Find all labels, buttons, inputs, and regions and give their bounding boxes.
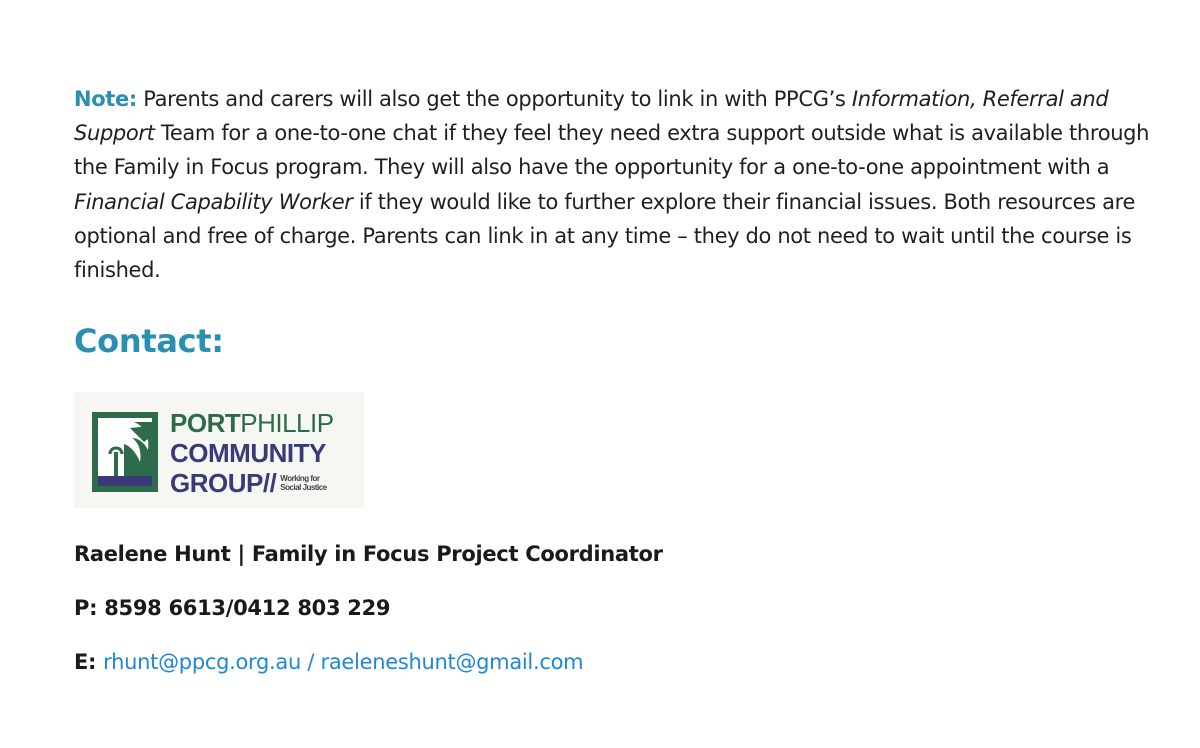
note-paragraph — [74, 82, 1169, 287]
note-text-2: Team for a one-to-one chat if they feel they need extra support outside what is available through the Family in Focus program. They will also have the opportunity for a one-to-one appointment with a — [74, 121, 1150, 180]
note-text-1: Parents and carers will also get the opportunity to link in with PPCG’s — [136, 87, 852, 111]
note-text-3: if they would like to further explore their financial issues. Both resources are optional and free of charge. Parents can link in at any time – they do not need to wait until the course is finished. — [74, 189, 1136, 283]
email-link-ppcg[interactable]: rhunt@ppcg.org.au — [103, 650, 301, 674]
contact-phone-line: P: 8598 6613/0412 803 229 — [74, 596, 391, 620]
ppcg-logo-emblem-icon — [74, 392, 164, 508]
email-link-gmail[interactable]: raeleneshunt@gmail.com — [320, 650, 584, 674]
email-separator: / — [301, 650, 321, 674]
logo-word-community: COMMUNITY — [170, 438, 326, 468]
email-prefix: E: — [74, 650, 104, 674]
logo-word-port: PORT — [170, 408, 241, 438]
contact-heading: Contact: — [74, 322, 224, 360]
logo-word-phillip: PHILLIP — [240, 408, 334, 438]
note-label: Note: — [74, 87, 137, 111]
ppcg-logo — [74, 392, 364, 508]
logo-tagline: Working for Social Justice — [280, 474, 327, 492]
logo-wordmark — [170, 408, 340, 498]
contact-name-line: Raelene Hunt | Family in Focus Project Coordinator — [74, 542, 663, 566]
note-italic-ir-support: Information, Referral and Support — [74, 87, 1109, 146]
logo-slashes: // — [262, 468, 277, 498]
contact-email-line — [74, 650, 583, 674]
note-italic-financial-worker: Financial Capability Worker — [74, 189, 353, 214]
logo-word-group: GROUP — [170, 468, 263, 498]
